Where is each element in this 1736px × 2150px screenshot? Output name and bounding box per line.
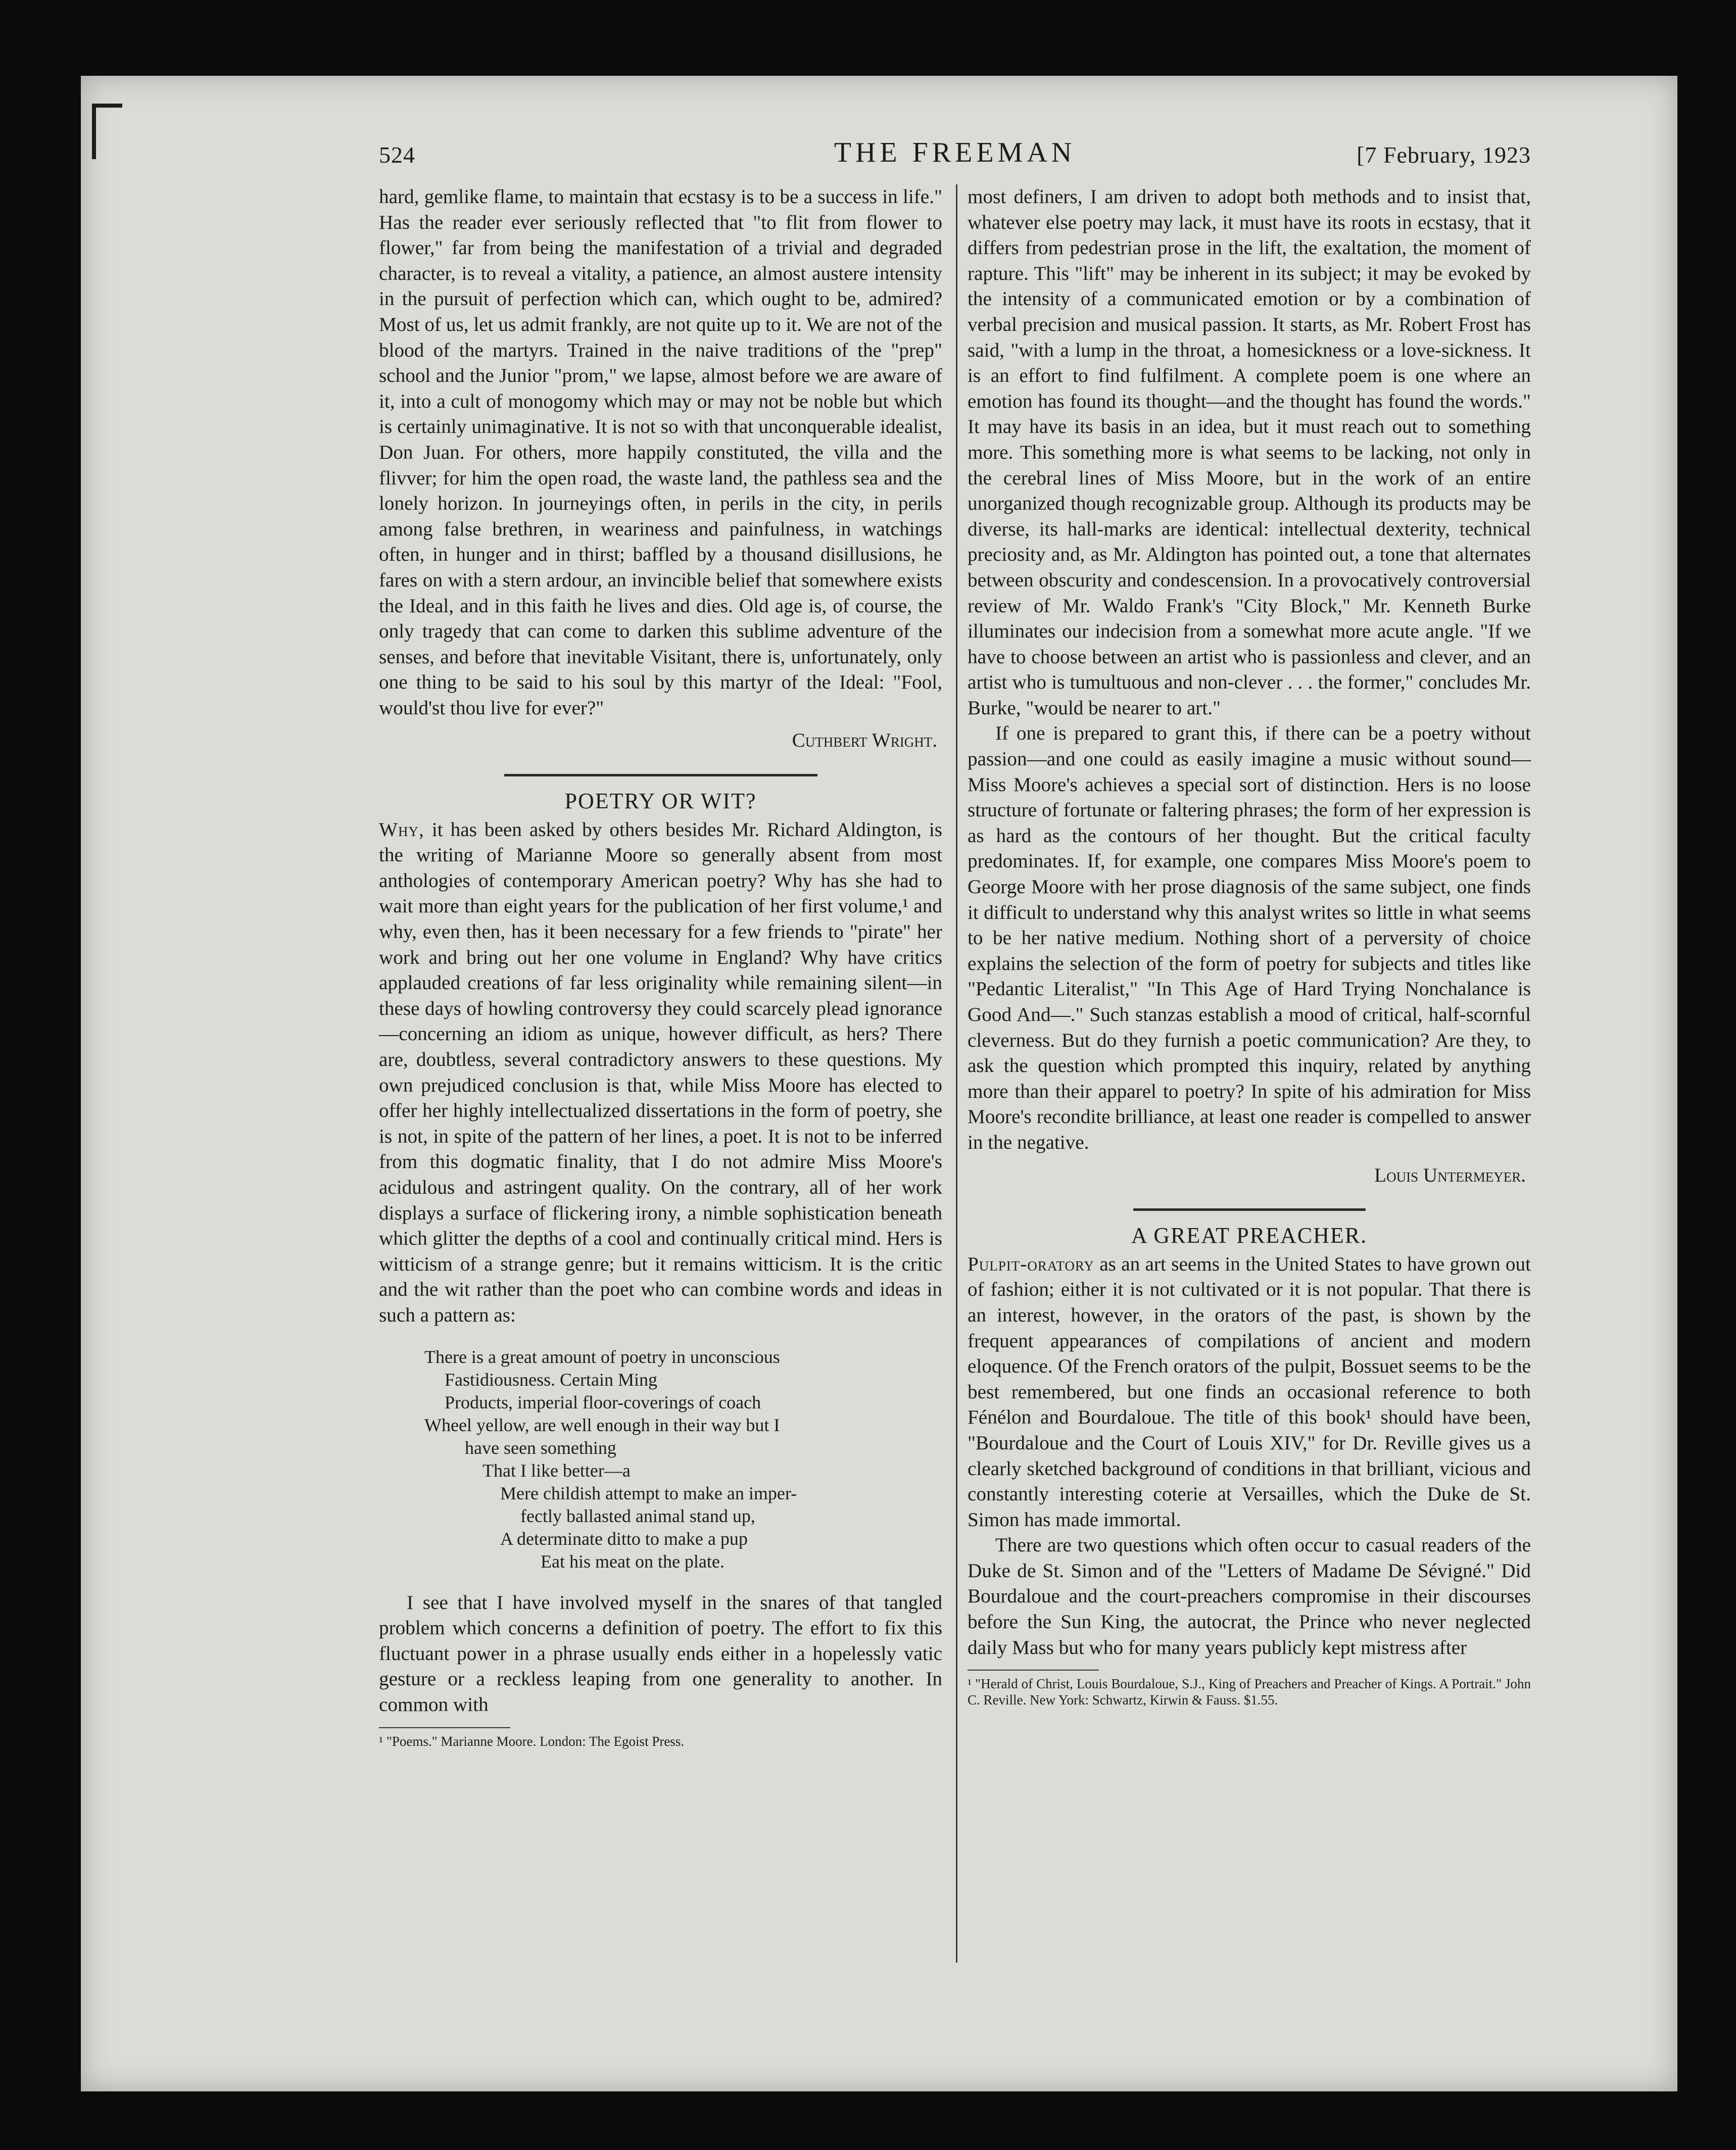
article-continuation: hard, gemlike flame, to maintain that ecstasy is to be a success in life." Has the reader ever seriously reflected that "to flit from flower to flower," far from being the manifestation of a trivial and degraded character, is to reveal a vitality, a patience, an almost austere intensity in the pursuit of perfection which can, which ought to be, admired? Most of us, let us admit frankly, are not quite up to it. We are not of the blood of the martyrs. Trained in the naive traditions of the "prep" school and the Junior "prom," we lapse, almost before we are aware of it, into a cult of monogomy which may or may not be noble but which is certainly unimaginative. It is not so with that unconquerable idealist, Don Juan. For others, more happily constituted, the villa and the flivver; for him the open road, the waste land, the pathless sea and the lonely horizon. In journeyings often, in perils in the city, in perils among false brethren, in weariness and painfulness, in watchings often, in hunger and in thirst; baffled by a thousand disillusions, he fares on with a stern ardour, an invincible belief that somewhere exists the Ideal, and in this faith he lives and dies. Old age is, of course, the only tragedy that can come to darken this sublime adventure of the senses, and before that inevitable Visitant, there is, unfortunately, only one thing to be said to his soul by this martyr of the Ideal: "Fool, would'st thou live for ever?" <box>379 186 942 719</box>
article-paragraph <box>379 817 942 1329</box>
headline-poetry-or-wit: POETRY OR WIT? <box>564 789 757 814</box>
poem-line: have seen something <box>465 1437 616 1458</box>
paragraph-text: it has been asked by others besides Mr. Richard Aldington, is the writing of Marianne Moore so generally absent from most anthologies of contemporary American poetry? Why has she had to wait more than eight years for the publication of her first volume,¹ and why, even then, has it been necessary for a few friends to "pirate" her work and bring out her one volume in England? Why have critics applauded creations of far less originality while remaining silent—in these days of howling controversy they could scarcely plead ignorance—concerning an idiom as unique, however difficult, as hers? There are, doubtless, several contradictory answers to these questions. My own prejudiced conclusion is that, while Miss Moore has elected to offer her highly intellectualized dissertations in the form of poetry, she is not, in spite of the pattern of her lines, a poet. It is not to be inferred from this dogmatic finality, that I do not admire Miss Moore's acidulous and astringent quality. On the contrary, all of her work displays a surface of flickering irony, a nimble sophistication beneath which glitter the depths of a cool and continually critical mind. Hers is witticism of a strange genre; but it remains witticism. It is the critic and the wit rather than the poet who can combine words and ideas in such a pattern as: <box>379 818 942 1326</box>
poem-line: Eat his meat on the plate. <box>541 1551 725 1572</box>
poem-line: Fastidiousness. Certain Ming <box>445 1369 657 1390</box>
poem-line: Products, imperial floor-coverings of coach <box>445 1392 761 1412</box>
poem-line: Wheel yellow, are well enough in their way but I <box>424 1414 780 1435</box>
footnote: ¹ "Poems." Marianne Moore. London: The Egoist Press. <box>379 1733 685 1749</box>
headline-great-preacher: A GREAT PREACHER. <box>1131 1223 1368 1248</box>
article-paragraph: I see that I have involved myself in the snares of that tangled problem which concerns a definition of poetry. The effort to fix this fluctuant power in a phrase usually ends either in a hopelessly vatic gesture or a reckless leaping from one generality to another. In common with <box>379 1591 942 1716</box>
lead-word: Pulpit-oratory <box>968 1253 1094 1275</box>
quoted-poem <box>424 1346 942 1573</box>
article-paragraph: There are two questions which often occur to casual readers of the Duke de St. Simon and of the "Letters of Madame De Sévigné." Did Bourdaloue and the court-preachers compromise in their discourses before the Sun King, the autocrat, the Prince who never neglected daily Mass but who for many years publicly kept mistress after <box>968 1534 1531 1658</box>
page-header <box>379 136 1531 177</box>
newspaper-page <box>379 136 1531 2046</box>
column-rule <box>956 184 957 1963</box>
poem-line: There is a great amount of poetry in unconscious <box>424 1346 780 1367</box>
issue-date: [7 February, 1923 <box>1357 142 1531 168</box>
article-paragraph: most definers, I am driven to adopt both methods and to insist that, whatever else poetry may lack, it must have its roots in ecstasy, that it differs from pedestrian prose in the lift, the exaltation, the moment of rapture. This "lift" may be inherent in its subject; it may be evoked by the intensity of a communicated emotion or by a combination of verbal precision and musical passion. It starts, as Mr. Robert Frost has said, "with a lump in the throat, a homesickness or a love-sickness. It is an effort to find fulfilment. A complete poem is one where an emotion has found its thought—and the thought has found the words." It may have its basis in an idea, but it must reach out to something more. This something more is what seems to be lacking, not only in the cerebral lines of Miss Moore, but in the work of an entire unorganized though recognizable group. Although its products may be diverse, its hall-marks are identical: intellectual dexterity, technical preciosity and, as Mr. Aldington has pointed out, a tone that alternates between obscurity and condescension. In a provocatively controversial review of Mr. Waldo Frank's "City Block," Mr. Kenneth Burke illuminates our indecision from a somewhat more acute angle. "If we have to choose between an artist who is passionless and clever, and an artist who is tumultuous and non-clever . . . the former," concludes Mr. Burke, "would be nearer to art." <box>968 186 1531 719</box>
footnote-rule <box>968 1670 1099 1671</box>
footnote: ¹ "Herald of Christ, Louis Bourdaloue, S.J., King of Preachers and Preacher of Kings. A Portrait." John C. Reville. New York: Schwartz, Kirwin & Fauss. $1.55. <box>968 1676 1531 1708</box>
left-column <box>379 184 942 1749</box>
article-paragraph <box>968 1252 1531 1533</box>
right-column <box>968 184 1531 1708</box>
poem-line: Mere childish attempt to make an imper- <box>500 1483 797 1503</box>
publication-title: THE FREEMAN <box>834 137 1076 168</box>
author-signature: Louis Untermeyer. <box>1374 1164 1526 1186</box>
page-number: 524 <box>379 142 415 168</box>
article-paragraph: If one is prepared to grant this, if there can be a poetry without passion—and one could as easily imagine a music without sound—Miss Moore's achieves a special sort of distinction. Hers is no loose structure of fortunate or faltering phrases; the form of her expression is as hard as the contours of her thought. But the critical faculty predominates. If, for example, one compares Miss Moore's poem to George Moore with her prose diagnosis of the same subject, one finds it difficult to understand why this analyst writes so little in what seems to be her native medium. Nothing short of a perversity of choice explains the selection of the form of poetry for subjects and titles like "Pedantic Literalist," "In This Age of Hard Trying Nonchalance is Good And—." Such stanzas establish a mood of critical, half-scornful cleverness. But do they furnish a poetic communication? Are they, to ask the question which prompted this inquiry, related by anything more than their apparel to poetry? In spite of his admiration for Miss Moore's recondite brilliance, at least one reader is compelled to answer in the negative. <box>968 722 1531 1153</box>
section-divider <box>1133 1208 1366 1211</box>
section-divider <box>504 774 817 776</box>
footnote-rule <box>379 1727 510 1728</box>
crop-mark <box>92 104 96 159</box>
paragraph-text: as an art seems in the United States to have grown out of fashion; either it is not cultivated or it is not popular. That there is an interest, however, in the orators of the past, is shown by the frequent appearances of compilations of ancient and modern eloquence. Of the French orators of the pulpit, Bossuet seems to be the best remembered, but one finds an occasional reference to both Fénélon and Bourdaloue. The title of this book¹ should have been, "Bourdaloue and the Court of Louis XIV," for Dr. Reville gives us a clearly sketched background of conditions in that brilliant, vicious and constantly interesting coterie at Versailles, which the Duke de St. Simon has made immortal. <box>968 1253 1531 1531</box>
poem-line: fectly ballasted animal stand up, <box>520 1505 755 1526</box>
lead-word: Why, <box>379 818 424 841</box>
poem-line: A determinate ditto to make a pup <box>500 1528 748 1549</box>
author-signature: Cuthbert Wright. <box>792 729 937 752</box>
poem-line: That I like better—a <box>483 1460 631 1481</box>
